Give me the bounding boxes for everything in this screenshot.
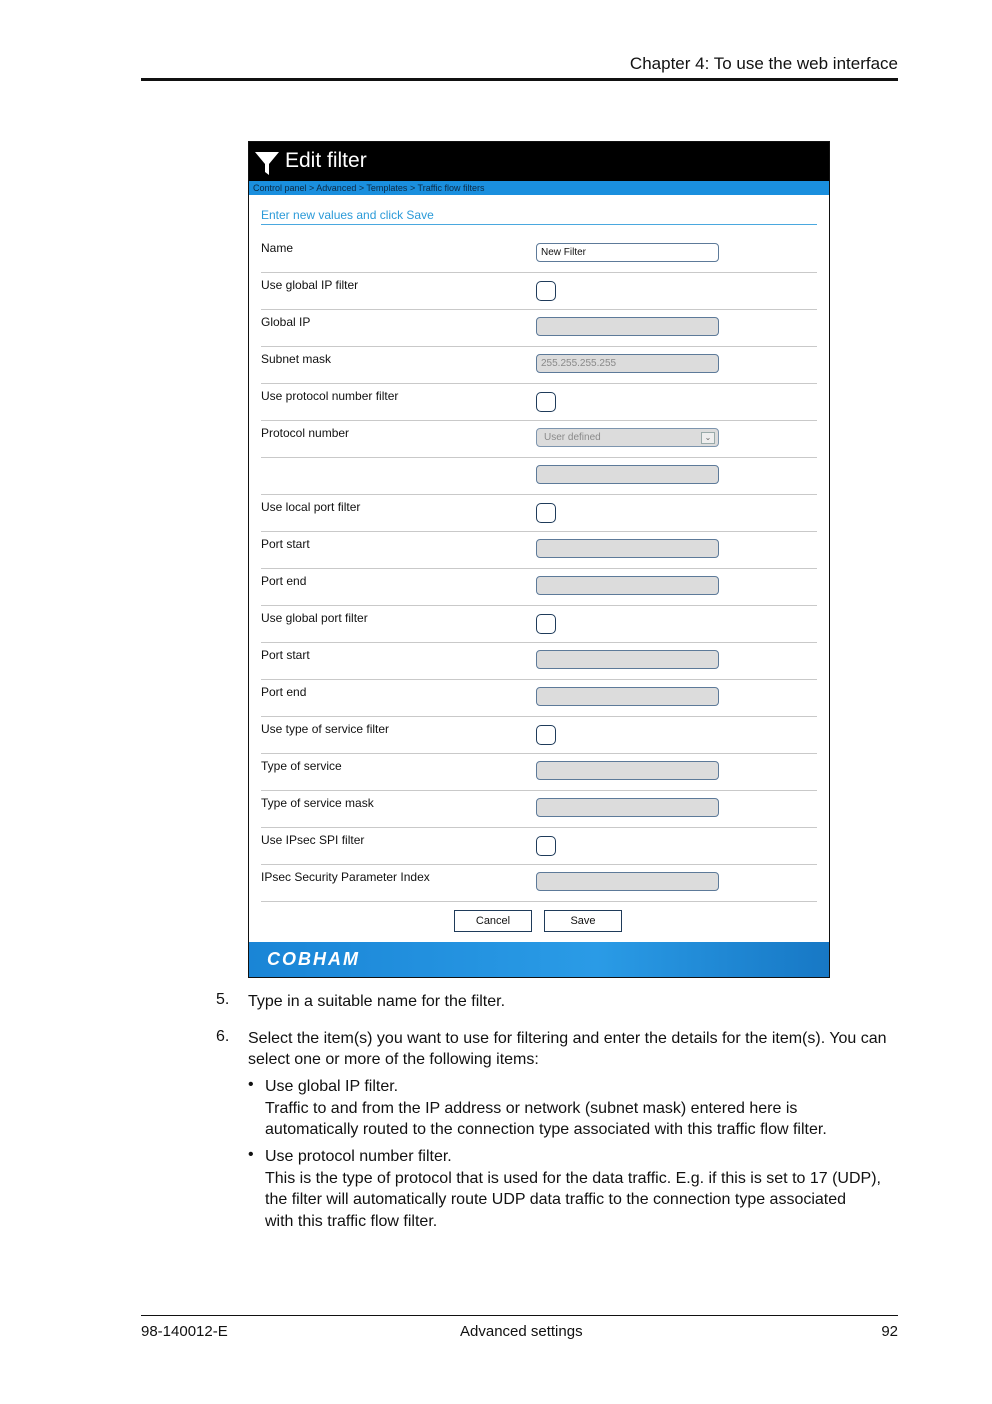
filter-checkbox[interactable] xyxy=(536,503,556,523)
bullet-1-title: Use global IP filter. xyxy=(265,1078,399,1095)
bullet-2-line-2: the filter will automatically route UDP data traffic to the connection type associated xyxy=(265,1191,847,1208)
field-label: Type of service mask xyxy=(261,796,374,810)
breadcrumb xyxy=(249,181,829,195)
form-row xyxy=(261,494,817,532)
field-label: Name xyxy=(261,241,294,255)
bullet-1-line-2: automatically routed to the connection type associated with this traffic flow filter. xyxy=(265,1121,827,1138)
form-row xyxy=(261,457,817,495)
field-label: IPsec Security Parameter Index xyxy=(261,870,430,884)
field-label: Protocol number xyxy=(261,426,350,440)
brand-footer xyxy=(249,942,829,977)
filter-checkbox[interactable] xyxy=(536,392,556,412)
doc-number: 98-140012-E xyxy=(141,1323,228,1340)
bullet-1-line-1: Traffic to and from the IP address or network (subnet mask) entered here is xyxy=(265,1100,798,1117)
text-field[interactable] xyxy=(536,798,719,817)
text-field[interactable] xyxy=(536,687,719,706)
text-field[interactable] xyxy=(536,317,719,336)
form-row xyxy=(261,679,817,717)
form-row xyxy=(261,568,817,606)
page-title: Edit filter xyxy=(285,149,367,172)
field-label: Global IP xyxy=(261,315,311,329)
form-row xyxy=(261,235,817,273)
field-label: Use protocol number filter xyxy=(261,389,399,403)
step-6-line-1: Select the item(s) you want to use for filtering and enter the details for the item(s). You can xyxy=(248,1030,887,1047)
form-row xyxy=(261,642,817,680)
field-label: Type of service xyxy=(261,759,342,773)
text-field[interactable] xyxy=(536,650,719,669)
text-field[interactable] xyxy=(536,872,719,891)
bullet-2-title: Use protocol number filter. xyxy=(265,1148,452,1165)
instruction-text: Enter new values and click Save xyxy=(261,208,434,222)
filter-checkbox[interactable] xyxy=(536,614,556,634)
form-row xyxy=(261,531,817,569)
filter-checkbox[interactable] xyxy=(536,725,556,745)
form-row xyxy=(261,716,817,754)
text-field[interactable] xyxy=(536,576,719,595)
field-label: Port start xyxy=(261,537,310,551)
form-row xyxy=(261,790,817,828)
field-label: Use global IP filter xyxy=(261,278,359,292)
section-name: Advanced settings xyxy=(460,1323,583,1340)
field-label: Subnet mask xyxy=(261,352,332,366)
chevron-down-icon[interactable]: ⌄ xyxy=(701,432,715,444)
field-label: Use type of service filter xyxy=(261,722,390,736)
step-5-number: 5. xyxy=(216,991,230,1008)
form-row xyxy=(261,605,817,643)
instruction-rule xyxy=(261,224,817,225)
chapter-header: Chapter 4: To use the web interface xyxy=(629,54,898,73)
step-6-line-2: select one or more of the following items: xyxy=(248,1051,539,1068)
cobham-logo: COBHAM xyxy=(267,949,360,969)
form-row xyxy=(261,864,817,902)
protocol-select[interactable] xyxy=(536,428,719,447)
bullet-2-line-3: with this traffic flow filter. xyxy=(265,1213,438,1230)
filter-checkbox[interactable] xyxy=(536,836,556,856)
filter-icon xyxy=(254,150,280,176)
save-button[interactable]: Save xyxy=(544,910,622,932)
bullet-dot: • xyxy=(248,1146,254,1163)
form-row xyxy=(261,346,817,384)
field-label: Use global port filter xyxy=(261,611,368,625)
text-field[interactable]: 255.255.255.255 xyxy=(536,354,719,373)
footer-rule xyxy=(141,1315,898,1316)
field-label: Port end xyxy=(261,685,307,699)
select-value: User defined xyxy=(544,432,601,443)
breadcrumb-text[interactable]: Control panel > Advanced > Templates > Traffic flow filters xyxy=(253,183,485,193)
edit-filter-screenshot xyxy=(248,141,830,978)
field-label: Use IPsec SPI filter xyxy=(261,833,365,847)
form-row xyxy=(261,753,817,791)
text-field[interactable] xyxy=(536,761,719,780)
step-5-text: Type in a suitable name for the filter. xyxy=(248,993,506,1010)
form-row xyxy=(261,383,817,421)
title-bar xyxy=(249,142,829,182)
text-field[interactable] xyxy=(536,539,719,558)
text-field[interactable]: New Filter xyxy=(536,243,719,262)
field-label: Use local port filter xyxy=(261,500,361,514)
form-row xyxy=(261,309,817,347)
cancel-button[interactable]: Cancel xyxy=(454,910,532,932)
bullet-2-line-1: This is the type of protocol that is used for the data traffic. E.g. if this is set to 17 (UDP), xyxy=(265,1170,881,1187)
bullet-dot: • xyxy=(248,1076,254,1093)
header-rule xyxy=(141,78,898,81)
field-label: Port end xyxy=(261,574,307,588)
form-row xyxy=(261,272,817,310)
step-6-number: 6. xyxy=(216,1028,230,1045)
form-row xyxy=(261,420,817,458)
filter-checkbox[interactable] xyxy=(536,281,556,301)
page-number: 92 xyxy=(881,1323,898,1340)
text-field[interactable] xyxy=(536,465,719,484)
form-row xyxy=(261,827,817,865)
field-label: Port start xyxy=(261,648,310,662)
